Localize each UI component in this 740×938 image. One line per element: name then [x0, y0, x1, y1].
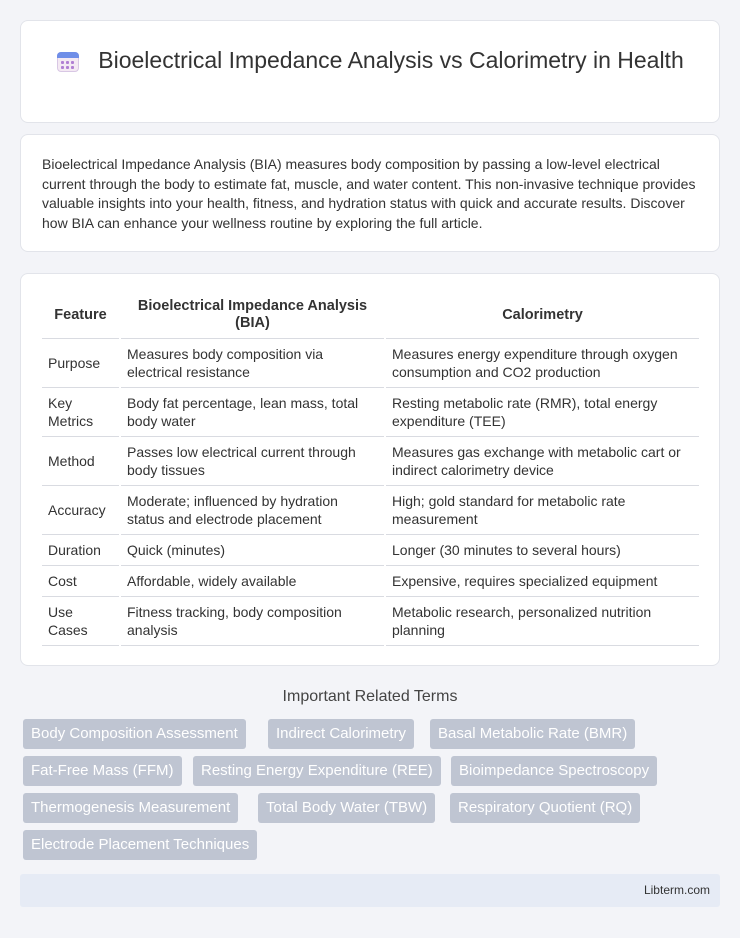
comparison-table: [42, 292, 699, 646]
tag-rq[interactable]: Respiratory Quotient (RQ): [450, 793, 640, 823]
title-card: [20, 20, 720, 123]
row-bia: Measures body composition via electrical resistance: [120, 339, 385, 388]
row-calorimetry: Longer (30 minutes to several hours): [385, 535, 699, 566]
row-calorimetry: Resting metabolic rate (RMR), total energy expenditure (TEE): [385, 388, 699, 437]
footer-site-link[interactable]: Libterm.com: [643, 883, 710, 897]
row-feature: Accuracy: [42, 486, 120, 535]
tag-bmr[interactable]: Basal Metabolic Rate (BMR): [430, 719, 635, 749]
table-header-row: [42, 292, 699, 339]
tag-bioimpedance-spectroscopy[interactable]: Bioimpedance Spectroscopy: [451, 756, 657, 786]
row-feature: Purpose: [42, 339, 120, 388]
tag-electrode-placement[interactable]: Electrode Placement Techniques: [23, 830, 257, 860]
page-title-text: Bioelectrical Impedance Analysis vs Calorimetry in Health: [98, 47, 684, 73]
row-bia: Affordable, widely available: [120, 566, 385, 597]
row-bia: Body fat percentage, lean mass, total body water: [120, 388, 385, 437]
header-bia: Bioelectrical Impedance Analysis (BIA): [120, 292, 385, 339]
footer: [20, 874, 720, 907]
row-calorimetry: Metabolic research, personalized nutrition planning: [385, 597, 699, 646]
page-title: [21, 45, 719, 75]
related-terms-heading: Important Related Terms: [282, 688, 458, 705]
tag-body-composition-assessment[interactable]: Body Composition Assessment: [23, 719, 246, 749]
row-bia: Passes low electrical current through body tissues: [120, 437, 385, 486]
row-feature: Method: [42, 437, 120, 486]
tag-tbw[interactable]: Total Body Water (TBW): [258, 793, 435, 823]
row-feature: Cost: [42, 566, 120, 597]
table-row: [42, 566, 699, 597]
row-bia: Quick (minutes): [120, 535, 385, 566]
intro-paragraph: Bioelectrical Impedance Analysis (BIA) measures body composition by passing a low-level electrical current through the body to estimate fat, muscle, and water content. This non-invasive technique provides valuable insights into your health, fitness, and hydration status with quick and accurate results. Discover how BIA can enhance your wellness routine by exploring the full article.: [42, 156, 696, 231]
tag-thermogenesis[interactable]: Thermogenesis Measurement: [23, 793, 238, 823]
header-calorimetry: Calorimetry: [385, 292, 699, 339]
table-row: [42, 437, 699, 486]
header-feature: Feature: [42, 292, 120, 339]
row-feature: Key Metrics: [42, 388, 120, 437]
calendar-icon: [56, 49, 78, 71]
table-row: [42, 388, 699, 437]
comparison-card: [20, 273, 720, 666]
row-bia: Fitness tracking, body composition analysis: [120, 597, 385, 646]
row-feature: Duration: [42, 535, 120, 566]
table-row: [42, 597, 699, 646]
row-feature: Use Cases: [42, 597, 120, 646]
table-row: [42, 486, 699, 535]
intro-card: [20, 134, 720, 252]
table-row: [42, 339, 699, 388]
row-calorimetry: Expensive, requires specialized equipment: [385, 566, 699, 597]
row-calorimetry: High; gold standard for metabolic rate measurement: [385, 486, 699, 535]
tag-ree[interactable]: Resting Energy Expenditure (REE): [193, 756, 441, 786]
row-calorimetry: Measures gas exchange with metabolic cart or indirect calorimetry device: [385, 437, 699, 486]
tag-ffm[interactable]: Fat-Free Mass (FFM): [23, 756, 182, 786]
tag-indirect-calorimetry[interactable]: Indirect Calorimetry: [268, 719, 414, 749]
row-calorimetry: Measures energy expenditure through oxygen consumption and CO2 production: [385, 339, 699, 388]
table-row: [42, 535, 699, 566]
row-bia: Moderate; influenced by hydration status and electrode placement: [120, 486, 385, 535]
